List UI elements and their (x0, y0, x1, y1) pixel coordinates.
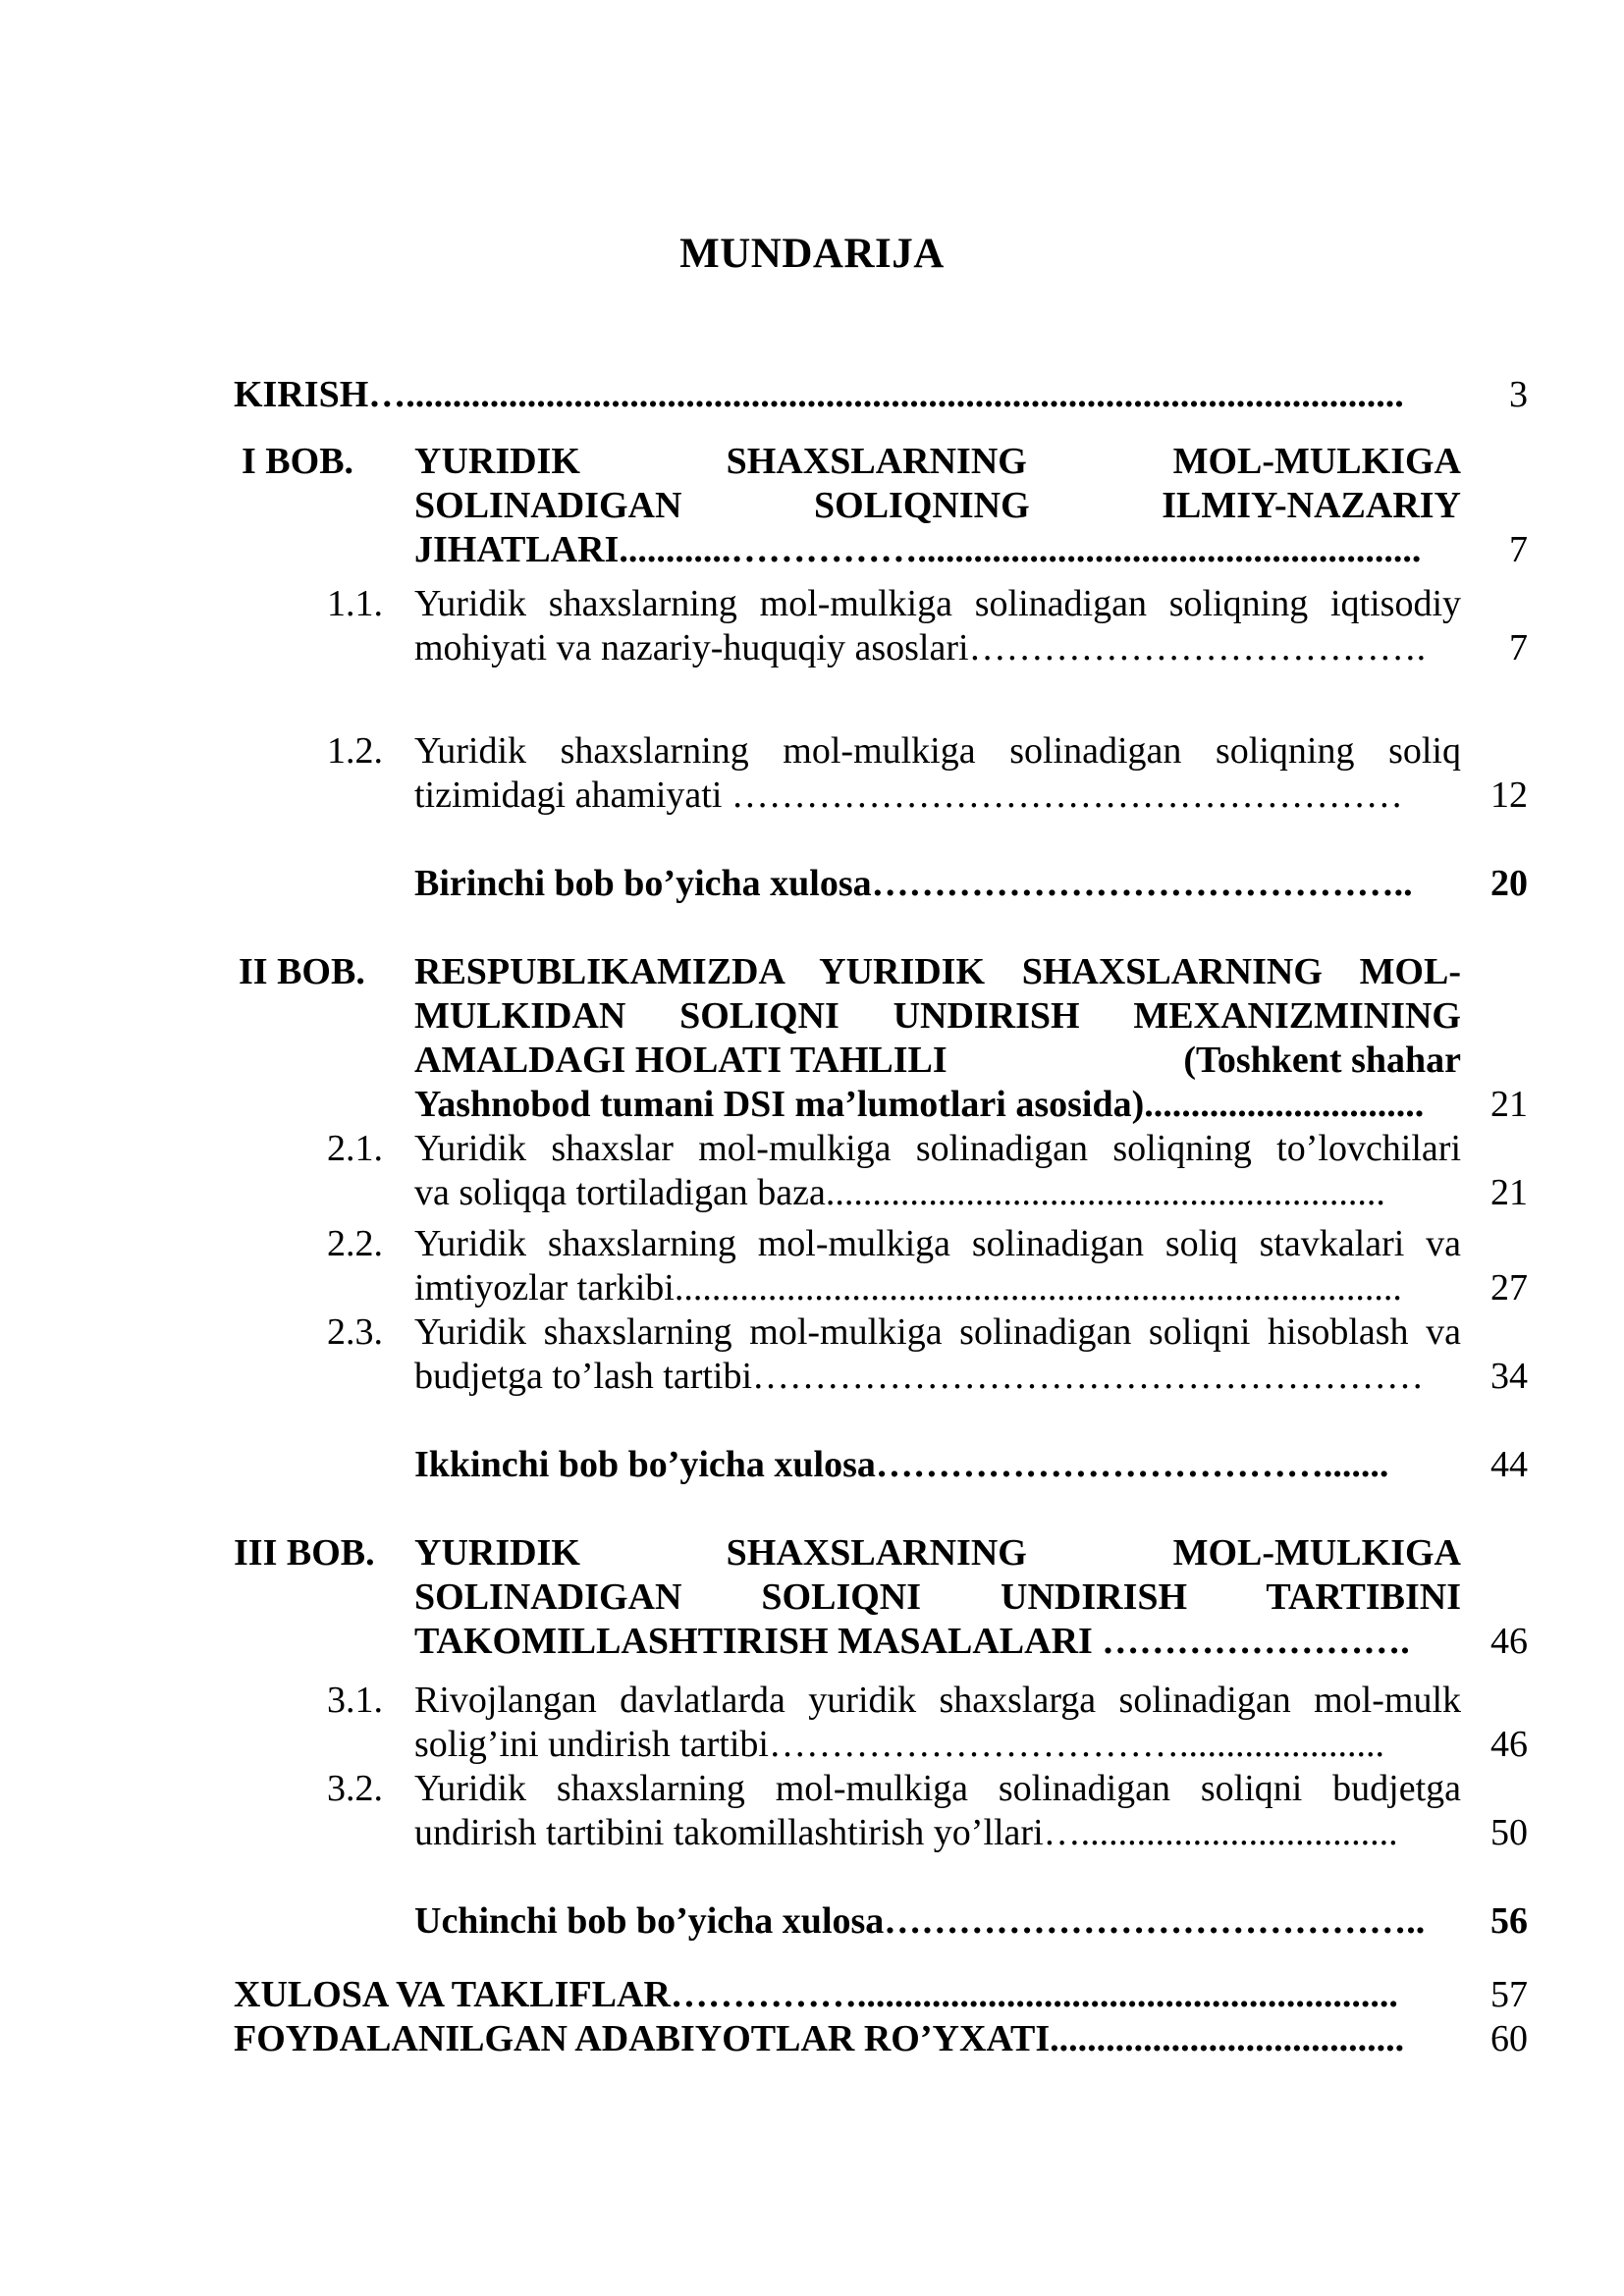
section-title-1-1-line2: mohiyati va nazariy-huquqiy asoslari………………………………. (414, 627, 1427, 668)
chapter-title-3-line3: TAKOMILLASHTIRISH MASALALARI ……………………. (414, 1621, 1410, 1662)
toc-entry-kirish: KIRISH…........................................................................................................... (234, 374, 1404, 415)
section-title-2-2-line2: imtiyozlar tarkibi.............................................................................. (414, 1267, 1402, 1308)
toc-page-bob2: 21 (1490, 1084, 1528, 1125)
chapter-title-2-line4: Yashnobod tumani DSI ma’lumotlari asosida).............................. (414, 1084, 1425, 1125)
toc-page-2-2: 27 (1490, 1267, 1528, 1308)
toc-page-kirish: 3 (1509, 374, 1528, 415)
toc-entry-xulosa-takliflar: XULOSA VA TAKLIFLAR…………….......................................................... (234, 1974, 1398, 2015)
toc-page-1-1: 7 (1509, 627, 1528, 668)
section-number-1-2: 1.2. (327, 730, 383, 772)
chapter-title-1-line2: SOLINADIGAN SOLIQNING ILMIY-NAZARIY (414, 485, 1461, 526)
chapter-title-3-line2: SOLINADIGAN SOLIQNI UNDIRISH TARTIBINI (414, 1576, 1461, 1618)
section-number-3-2: 3.2. (327, 1768, 383, 1809)
chapter-title-2-line3b: (Toshkent shahar (1183, 1040, 1461, 1081)
toc-page-bob3: 46 (1490, 1621, 1528, 1662)
section-title-2-2-line1: Yuridik shaxslarning mol-mulkiga solinadigan soliq stavkalari va (414, 1223, 1461, 1264)
section-title-2-3-line2: budjetga to’lash tartibi……………………………………………… (414, 1356, 1425, 1397)
section-title-2-3-line1: Yuridik shaxslarning mol-mulkiga solinadigan soliqni hisoblash va (414, 1311, 1461, 1353)
section-title-3-1-line2: solig’ini undirish tartibi……………………………...................... (414, 1724, 1384, 1765)
toc-page-xulosa-takliflar: 57 (1490, 1974, 1528, 2015)
section-number-2-2: 2.2. (327, 1223, 383, 1264)
chapter-title-2-line1: RESPUBLIKAMIZDA YURIDIK SHAXSLARNING MOL- (414, 951, 1461, 992)
section-title-3-2-line2: undirish tartibini takomillashtirish yo’llari….................................. (414, 1812, 1398, 1853)
chapter-conclusion-3: Uchinchi bob bo’yicha xulosa…………………………………….. (414, 1900, 1426, 1942)
toc-page-3-2: 50 (1490, 1812, 1528, 1853)
section-number-2-1: 2.1. (327, 1128, 383, 1169)
toc-page-3-1: 46 (1490, 1724, 1528, 1765)
chapter-title-3-line1: YURIDIK SHAXSLARNING MOL-MULKIGA (414, 1532, 1461, 1574)
chapter-label-1: I BOB. (242, 441, 354, 482)
chapter-label-3: III BOB. (234, 1532, 375, 1574)
chapter-title-2-line2: MULKIDAN SOLIQNI UNDIRISH MEXANIZMINING (414, 995, 1461, 1037)
toc-page-2-1: 21 (1490, 1172, 1528, 1213)
chapter-label-2: II BOB. (239, 951, 365, 992)
toc-page-bob1: 7 (1509, 529, 1528, 570)
toc-page-xulosa1: 20 (1490, 863, 1528, 904)
toc-page-adabiyotlar: 60 (1490, 2018, 1528, 2059)
toc-page-1-2: 12 (1490, 774, 1528, 816)
section-number-3-1: 3.1. (327, 1680, 383, 1721)
toc-page-2-3: 34 (1490, 1356, 1528, 1397)
toc-page-xulosa2: 44 (1490, 1444, 1528, 1485)
chapter-title-1-line3: JIHATLARI............……………...................................................... (414, 529, 1422, 570)
chapter-title-1-line1: YURIDIK SHAXSLARNING MOL-MULKIGA (414, 441, 1461, 482)
section-title-2-1-line2: va soliqqa tortiladigan baza............................................................ (414, 1172, 1385, 1213)
section-title-1-2-line1: Yuridik shaxslarning mol-mulkiga solinadigan soliqning soliq (414, 730, 1461, 772)
section-title-1-2-line2: tizimidagi ahamiyati ……………………………………………… (414, 774, 1403, 816)
section-number-1-1: 1.1. (327, 583, 383, 624)
page-title: MUNDARIJA (679, 231, 945, 277)
toc-entry-adabiyotlar: FOYDALANILGAN ADABIYOTLAR RO’YXATI...................................... (234, 2018, 1405, 2059)
chapter-conclusion-2: Ikkinchi bob bo’yicha xulosa………………………………....... (414, 1444, 1389, 1485)
chapter-conclusion-1: Birinchi bob bo’yicha xulosa…………………………………….. (414, 863, 1413, 904)
section-title-3-1-line1: Rivojlangan davlatlarda yuridik shaxslarga solinadigan mol-mulk (414, 1680, 1461, 1721)
chapter-title-2-line3a: AMALDAGI HOLATI TAHLILI (414, 1040, 947, 1081)
section-title-2-1-line1: Yuridik shaxslar mol-mulkiga solinadigan soliqning to’lovchilari (414, 1128, 1461, 1169)
section-number-2-3: 2.3. (327, 1311, 383, 1353)
toc-page-xulosa3: 56 (1490, 1900, 1528, 1942)
section-title-1-1-line1: Yuridik shaxslarning mol-mulkiga solinadigan soliqning iqtisodiy (414, 583, 1461, 624)
section-title-3-2-line1: Yuridik shaxslarning mol-mulkiga solinadigan soliqni budjetga (414, 1768, 1461, 1809)
